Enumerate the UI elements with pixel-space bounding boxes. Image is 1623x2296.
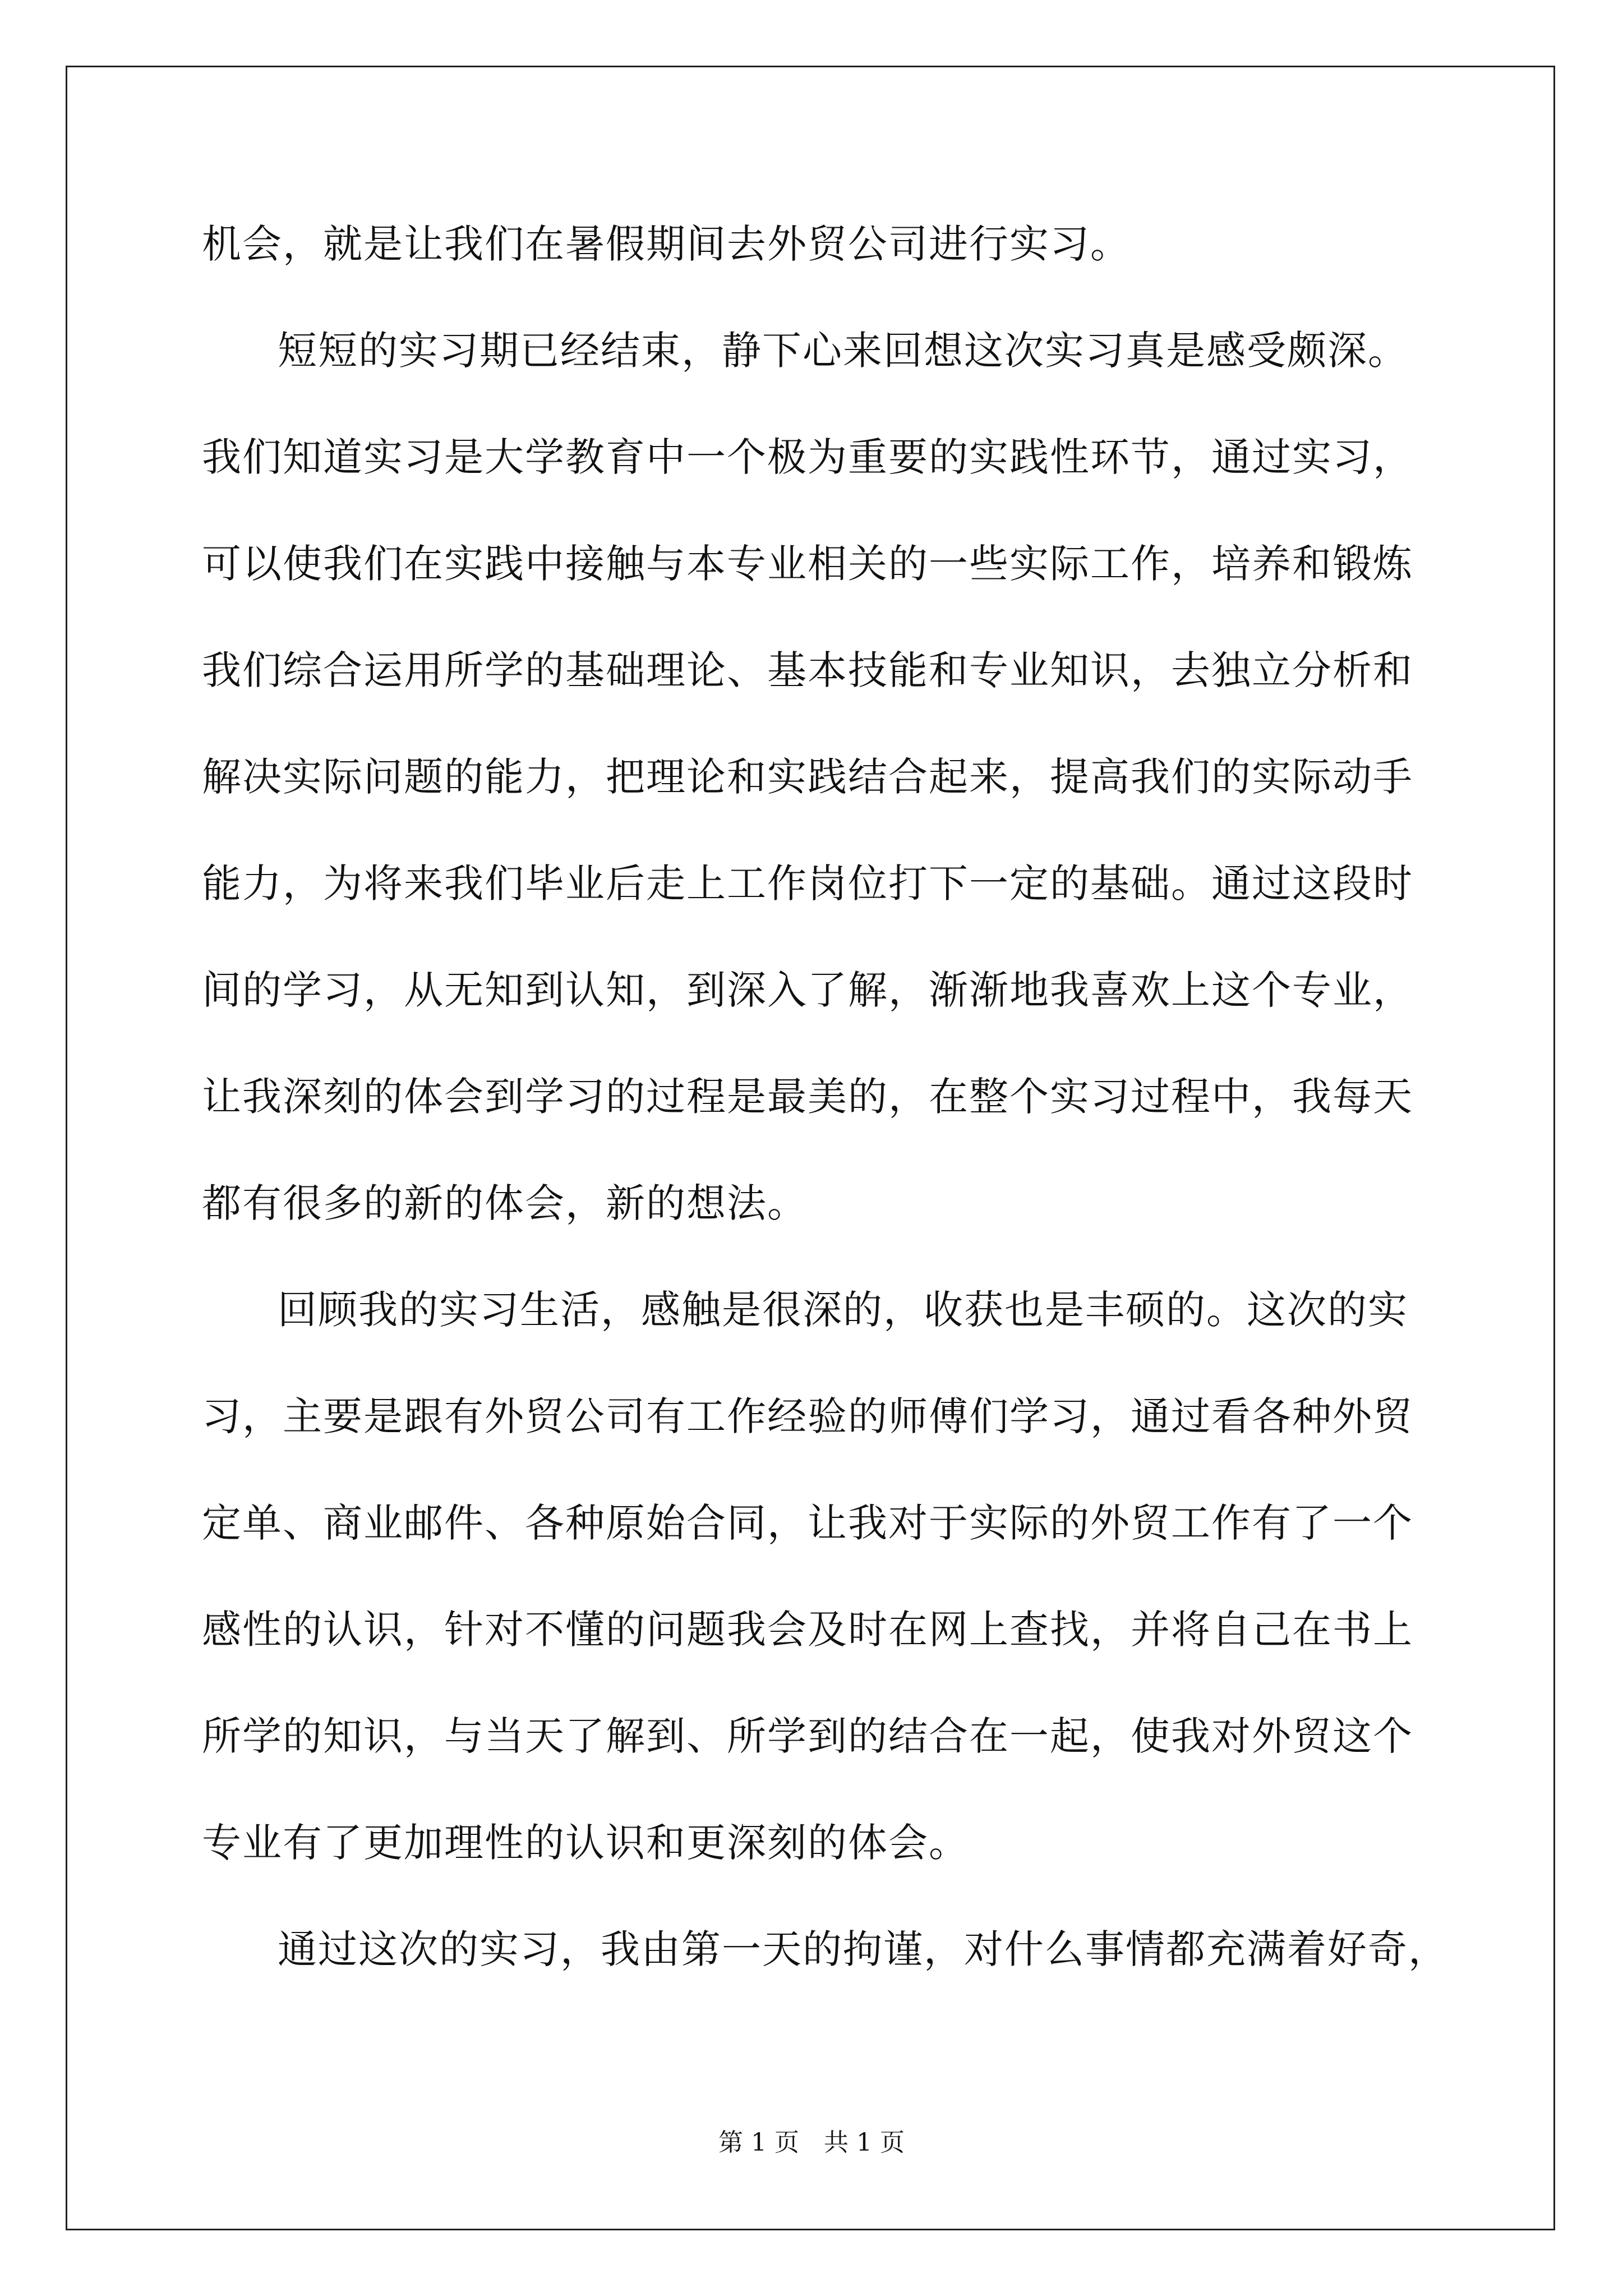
text-line: 通过这次的实习，我由第一天的拘谨，对什么事情都充满着好奇，: [278, 1926, 1449, 1972]
text-line: 解决实际问题的能力，把理论和实践结合起来，提高我们的实际动手: [202, 754, 1413, 800]
text-line: 我们知道实习是大学教育中一个极为重要的实践性环节，通过实习，: [202, 434, 1413, 480]
page-border: [66, 66, 1555, 2230]
text-line: 都有很多的新的体会，新的想法。: [202, 1180, 808, 1226]
text-line: 感性的认识，针对不懂的问题我会及时在网上查找，并将自己在书上: [202, 1607, 1413, 1653]
text-line: 机会，就是让我们在暑假期间去外贸公司进行实习。: [202, 221, 1131, 267]
text-line: 专业有了更加理性的认识和更深刻的体会。: [202, 1820, 969, 1866]
text-line: 回顾我的实习生活，感触是很深的，收获也是丰硕的。这次的实: [278, 1287, 1408, 1333]
text-line: 间的学习，从无知到认知，到深入了解，渐渐地我喜欢上这个专业，: [202, 967, 1413, 1013]
text-line: 定单、商业邮件、各种原始合同，让我对于实际的外贸工作有了一个: [202, 1500, 1413, 1546]
text-line: 可以使我们在实践中接触与本专业相关的一些实际工作，培养和锻炼: [202, 541, 1413, 587]
page-number: 第 1 页 共 1 页: [718, 2128, 905, 2157]
text-line: 所学的知识，与当天了解到、所学到的结合在一起，使我对外贸这个: [202, 1713, 1413, 1759]
text-line: 我们综合运用所学的基础理论、基本技能和专业知识，去独立分析和: [202, 647, 1413, 693]
text-line: 让我深刻的体会到学习的过程是最美的，在整个实习过程中，我每天: [202, 1074, 1413, 1120]
text-line: 短短的实习期已经结束，静下心来回想这次实习真是感受颇深。: [278, 328, 1408, 374]
text-line: 习，主要是跟有外贸公司有工作经验的师傅们学习，通过看各种外贸: [202, 1393, 1413, 1439]
text-line: 能力，为将来我们毕业后走上工作岗位打下一定的基础。通过这段时: [202, 861, 1413, 907]
